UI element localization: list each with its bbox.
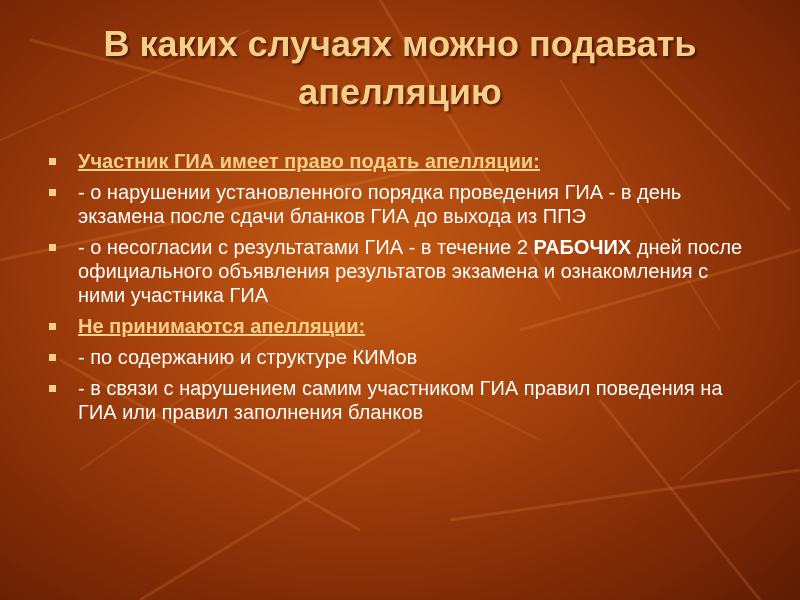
bullet-text: - о нарушении установленного порядка проведения ГИА - в день экзамена после сдачи бланков ГИА до выхода из ППЭ: [78, 182, 682, 228]
bullet-item-participant-violation: [48, 377, 748, 425]
square-bullet-icon: [49, 244, 56, 251]
bullet-item-results-disagreement: [48, 236, 748, 308]
bullet-item-procedure-violation: [48, 181, 748, 229]
bullet-text-before: - о несогласии с результатами ГИА - в течение 2: [78, 237, 534, 259]
bullet-item-kim-content: [48, 346, 748, 370]
square-bullet-icon: [49, 323, 56, 330]
bullet-item-rejected-heading: [48, 315, 748, 339]
square-bullet-icon: [49, 189, 56, 196]
slide-title: [40, 20, 760, 116]
square-bullet-icon: [49, 354, 56, 361]
bullet-list: [48, 150, 748, 432]
title-line-2: апелляцию: [298, 71, 502, 112]
square-bullet-icon: [49, 158, 56, 165]
title-line-1: В каких случаях можно подавать: [103, 23, 697, 64]
rights-heading: Участник ГИА имеет право подать апелляции:: [78, 151, 540, 173]
bullet-text: - в связи с нарушением самим участником ГИА правил поведения на ГИА или правил заполнения бланков: [78, 378, 723, 424]
bullet-text: - по содержанию и структуре КИМов: [78, 347, 418, 369]
bullet-item-rights-heading: [48, 150, 748, 174]
square-bullet-icon: [49, 385, 56, 392]
rejected-heading: Не принимаются апелляции:: [78, 316, 366, 338]
bullet-text-after: дней после официального объявления результатов экзамена и ознакомления с ними участника ГИА: [78, 237, 743, 307]
bullet-text-bold: РАБОЧИХ: [533, 237, 632, 259]
